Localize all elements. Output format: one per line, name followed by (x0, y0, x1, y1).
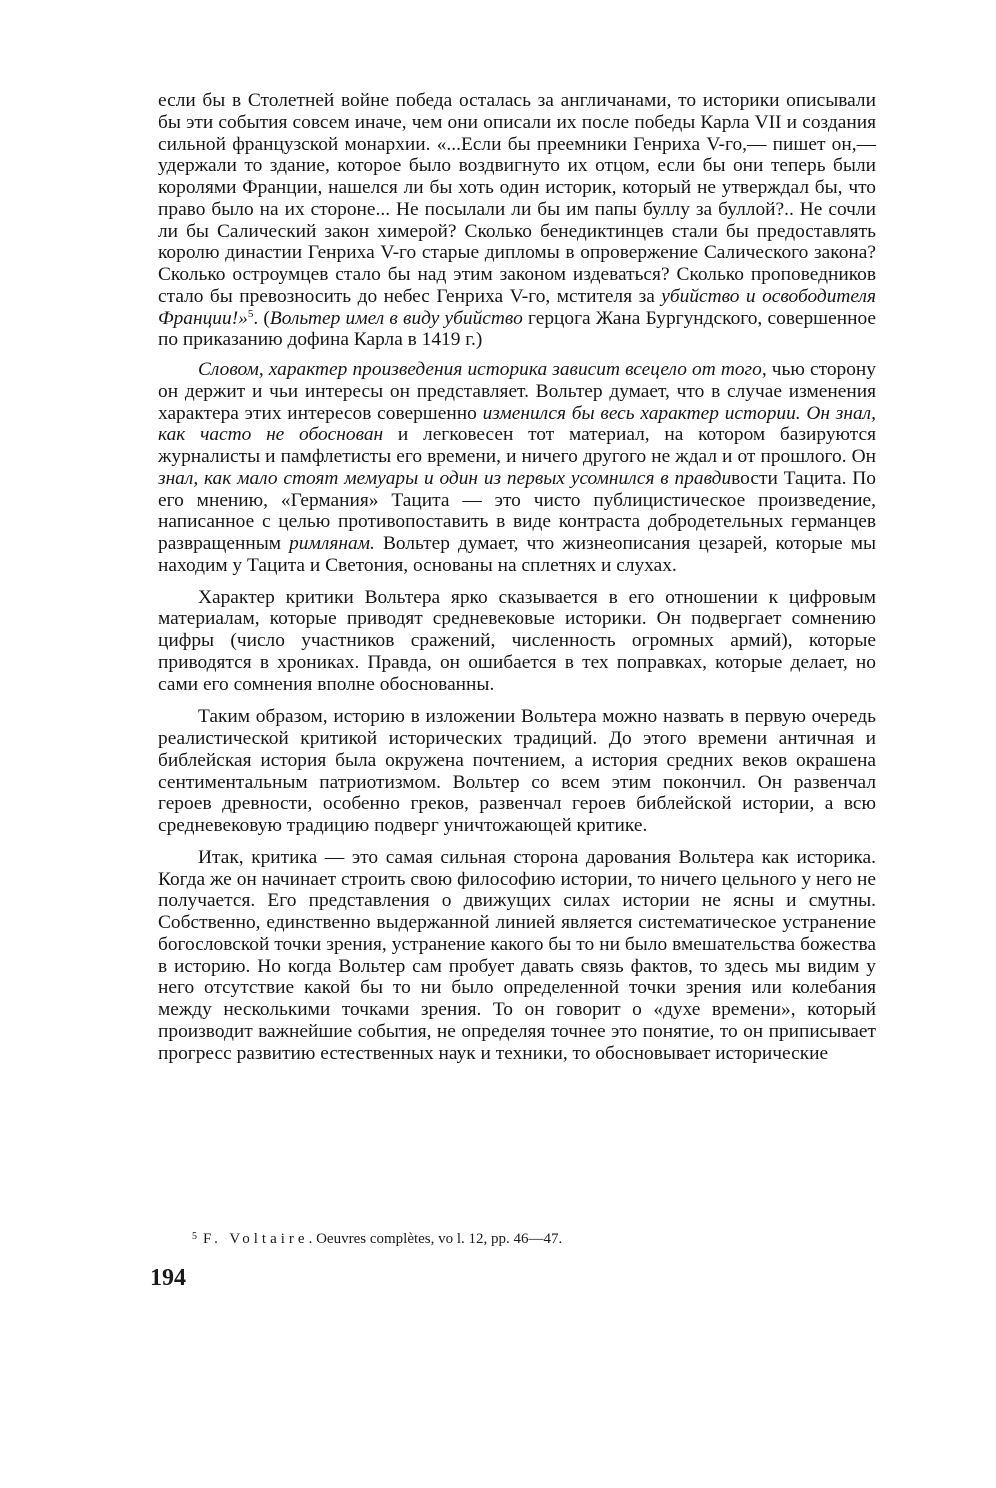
italic-text: римлянам. (289, 533, 375, 554)
italic-text: Вольтер имел в виду убийство (269, 307, 523, 329)
text-run: и легковесен тот материал, на котором базируются журналисты и памфлетисты его времени, и ничего другого не ждал и от прошлого. Он (158, 424, 877, 467)
footnote (192, 1228, 562, 1248)
italic-text: Словом, характер произведения историка зависит всецело от того, (198, 359, 767, 380)
italic-text: изменился бы весь характер истории. Он знал, как часто не обоснован (158, 402, 876, 446)
footnote-citation: . Oeuvres complètes, vo l. 12, pp. 46—47. (308, 1231, 563, 1247)
footnote-marker: 5 (192, 1231, 197, 1242)
text-run: герцога Жана Бургундского, совершенное по приказанию дофина Карла в 1419 г.) (158, 307, 876, 351)
text-run: Вольтер думает, что жизнеописания цезарей, которые мы находим у Тацита и Светония, основаны на сплетнях и слухах. (158, 533, 876, 576)
paragraph-3 (158, 587, 876, 696)
text-run: Итак, критика — это самая сильная сторона дарования Вольтера как историка. Когда же он начинает строить свою философию истории, то ничего цельного у него не получается. Его представления о движущих силах истории не ясны и смутны. Собственно, единственно выдержанной линией является систематическое устранение богословской точки зрения, устранение какого бы то ни было вмешательства божества в историю. Но когда Вольтер сам пробует давать связь фактов, то здесь мы видим у него отсутствие какой бы то ни было определенной точки зрения или колебания между несколькими точками зрения. То он говорит о «духе времени», который производит важнейшие события, не определяя точнее это понятие, то он приписывает прогресс развитию естественных наук и техники, то обосновывает исторические (158, 846, 876, 1064)
footnote-author: F. Voltaire (203, 1231, 309, 1247)
paragraph-4 (158, 706, 876, 837)
text-run: . ( (253, 307, 270, 329)
paragraph-2 (158, 359, 876, 577)
page-number: 194 (150, 1265, 186, 1291)
text-run: дал бы, что право было на их стороне... Не посылали ли бы им папы буллу за буллой?.. Не сочли ли бы Салический закон химерой? Сколько бенедиктинцев стали бы предоставлять королю династии Генриха V-го старые дипломы в опровержение Салического закона? Сколько остроумцев стало бы над этим законом издеваться? Сколько проповедников стало бы превозносить до небес Генриха V-го, мстителя за (158, 177, 877, 307)
body-text (158, 90, 876, 1064)
paragraph-1 (158, 90, 876, 351)
paragraph-5 (158, 847, 876, 1065)
text-run: если бы в Столетней войне победа осталась за англичанами, то историки описывали бы эти события совсем иначе, чем они описали их после победы Карла VII и создания сильной французской монархии. «...Если бы преемники Генриха V-го,— пишет он,— удержали то здание, которое было воздвигнуто их отцом, если бы они теперь были королями Франции, нашелся ли бы хоть один историк, который не утверж (158, 90, 876, 198)
italic-text: знал, как мало стоят мемуары и один из первых усомнился в правди (158, 467, 732, 489)
text-run: вости Тацита. По его мнению, «Германия» Тацита — это чисто публицистическое произведение, написанное с целью противопоставить в виде контраста добродетельных германцев развращенным (158, 467, 876, 554)
text-run: чью сторону он держит и чьи интересы он представляет. Вольтер думает, что в случае изменения характера этих интересов совершенно (158, 359, 876, 424)
text-run: Характер критики Вольтера ярко сказывается в его отношении к цифровым материалам, которые приводят средневековые историки. Он подвергает сомнению цифры (число участников сражений, численность огромных армий), которые приводятся в хрониках. Правда, он ошибается в тех поправках, которые делает, но сами его сомнения вполне обоснованны. (158, 586, 876, 695)
text-run: Таким образом, историю в изложении Вольтера можно назвать в первую очередь реалистической критикой исторических традиций. До этого времени античная и библейская история была окружена почтением, а история средних веков окрашена сентиментальным патриотизмом. Вольтер со всем этим покончил. Он развенчал героев древности, особенно греков, развенчал героев библейской истории, а всю средневековую традицию подверг уничтожающей критике. (158, 706, 876, 836)
footnote-reference: 5 (247, 307, 254, 320)
italic-text: убийство и освободителя Франции!» (158, 285, 877, 329)
